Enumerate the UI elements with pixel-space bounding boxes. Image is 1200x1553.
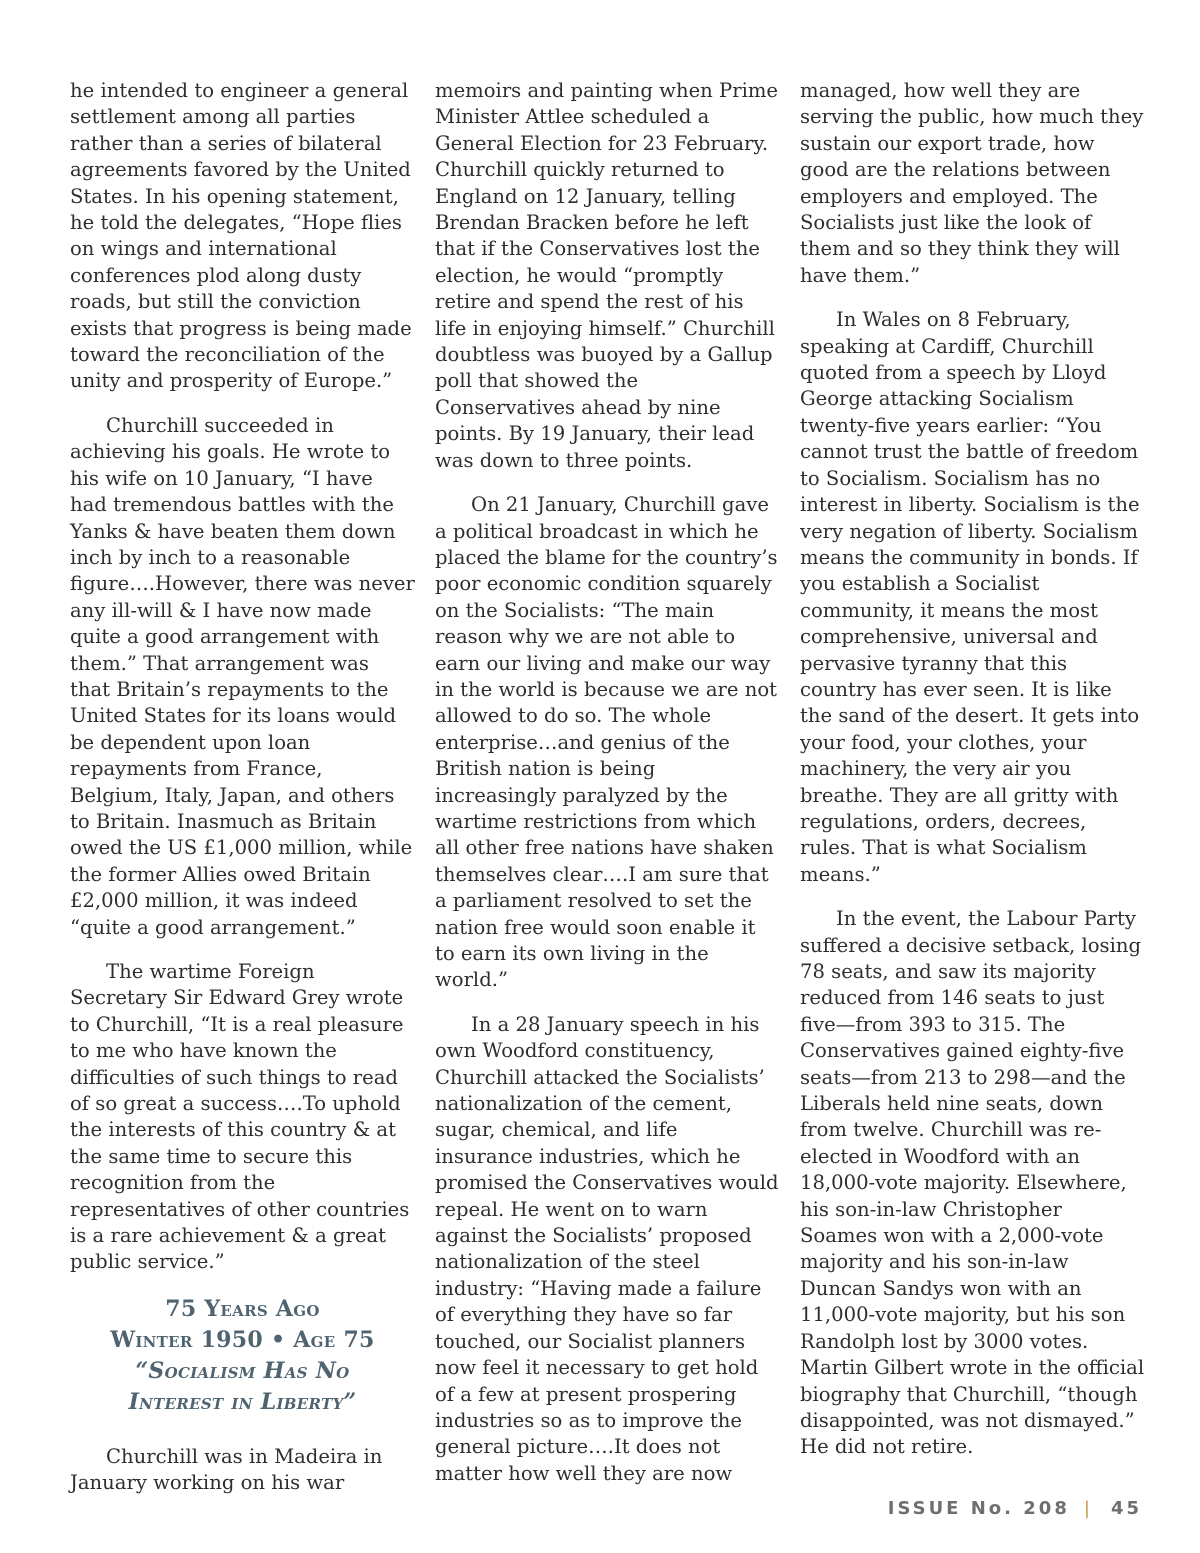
paragraph: In Wales on 8 February, speaking at Cardiff, Churchill quoted from a speech by Lloyd George attacking Socialism twenty-five years earlier: “You cannot trust the battle of freedom to Socialism. Socialism has no interest in liberty. Socialism is the very negation of liberty. Socialism means the community in bonds. If you establish a Socialist community, it means the most comprehensive, universal and pervasive tyranny that this country has ever seen. It is like the sand of the desert. It gets into your food, your clothes, your machinery, the very air you breathe. They are all gritty with regulations, orders, decrees, rules. That is what Socialism means.” xyxy=(800,308,1140,886)
footer-separator: | xyxy=(1083,1498,1093,1519)
column-3 xyxy=(800,78,1145,1479)
paragraph: managed, how well they are serving the public, how much they sustain our export trade, how good are the relations between employers and employed. The Socialists just like the look of them and so they think they will have them.” xyxy=(800,79,1144,287)
heading-subtitle: “Socialism Has No xyxy=(135,1357,350,1384)
paragraph: Churchill was in Madeira in January working on his war xyxy=(70,1444,383,1495)
heading-subtitle: Interest in Liberty” xyxy=(128,1388,357,1415)
section-heading xyxy=(70,1294,415,1418)
paragraph: he intended to engineer a general settlement among all parties rather than a series of bilateral agreements favored by the United States. In his opening statement, he told the delegates, “Hope flies on wings and international conferences plod along dusty roads, but still the conviction exists that progress is being made toward the reconciliation of the unity and prosperity of Europe.” xyxy=(70,79,412,393)
heading-line: 75 Years Ago xyxy=(165,1295,320,1322)
heading-line: Winter 1950 • Age 75 xyxy=(110,1326,375,1353)
page-number: 45 xyxy=(1110,1498,1142,1519)
issue-label: ISSUE No. 208 xyxy=(887,1498,1070,1519)
column-1 xyxy=(70,78,415,1515)
paragraph: In a 28 January speech in his own Woodford constituency, Churchill attacked the Socialists’ nationalization of the cement, sugar, chemical, and life insurance industries, which he promised the Conservatives would repeal. He went on to warn against the Socialists’ proposed nationalization of the steel industry: “Having made a failure of everything they have so far touched, our Socialist planners now feel it necessary to get hold of a few at present prospering industries so as to improve the general picture….It does not matter how well they are now xyxy=(435,1012,779,1485)
paragraph: In the event, the Labour Party suffered a decisive setback, losing 78 seats, and saw its majority reduced from 146 seats to just five—from 393 to 315. The Conservatives gained eighty-five seats—from 213 to 298—and the Liberals held nine seats, down from twelve. Churchill was re-elected in Woodford with an 18,000-vote majority. Elsewhere, his son-in-law Christopher Soames won with a 2,000-vote majority and his son-in-law Duncan Sandys won with an 11,000-vote majority, but his son Randolph lost by 3000 votes. Martin Gilbert wrote in the official biography that Churchill, “though disappointed, was not dismayed.” He did not retire. xyxy=(800,907,1145,1459)
paragraph: memoirs and painting when Prime Minister Attlee scheduled a General Election for 23 February. Churchill quickly returned to England on 12 January, telling Brendan Bracken before he left that if the Conservatives lost the election, he would “promptly retire and spend the rest of his life in enjoying himself.” Churchill doubtless was buoyed by a Gallup poll that showed the Conservatives ahead by nine points. By 19 January, their lead was down to three points. xyxy=(435,79,779,472)
page-footer xyxy=(888,1498,1142,1519)
paragraph: Churchill succeeded in achieving his goals. He wrote to his wife on 10 January, “I have had tremendous battles with the Yanks & have beaten them down inch by inch to a reasonable figure….However, there was never any ill-will & I have now made quite a good arrangement with them.” That arrangement was that Britain’s repayments to the United States for its loans would be dependent upon loan repayments from France, Belgium, Italy, Japan, and others to Britain. Inasmuch as Britain owed the US £1,000 million, while the former Allies owed Britain £2,000 million, it was indeed “quite a good arrangement.” xyxy=(70,413,415,939)
paragraph: The wartime Foreign Secretary Sir Edward Grey wrote to Churchill, “It is a real pleasure to me who have known the difficulties of such things to read of so great a success….To uphold the interests of this country & at the same time to secure this recognition from the representatives of other countries is a rare achievement & a great public service.” xyxy=(70,960,410,1274)
column-2 xyxy=(435,78,780,1505)
paragraph: On 21 January, Churchill gave a political broadcast in which he placed the blame for the country’s poor economic condition squarely on the Socialists: “The main reason why we are not able to earn our living and make our way in the world is because we are not allowed to do so. The whole enterprise…and genius of the British nation is being increasingly paralyzed by the wartime restrictions from which all other free nations have shaken themselves clear….I am sure that a parliament resolved to set the nation free would soon enable it to earn its own living in the world.” xyxy=(435,493,778,992)
